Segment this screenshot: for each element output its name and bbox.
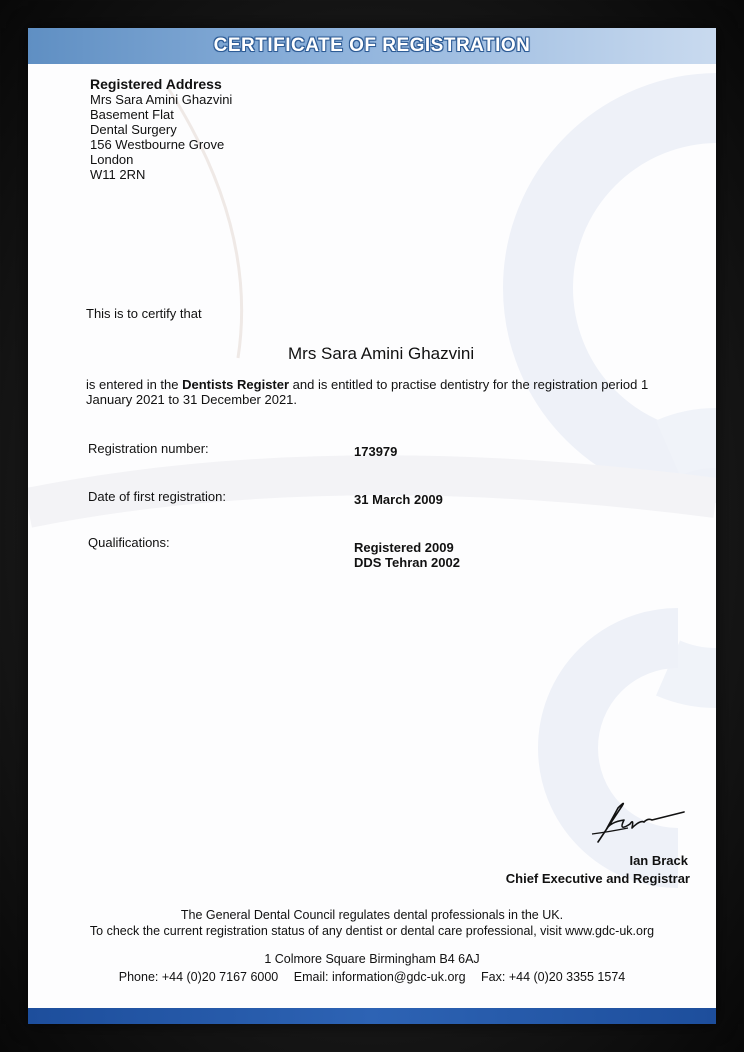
certificate-page [28,28,716,1024]
first-registration-label: Date of first registration: [88,489,226,504]
certificate-title: CERTIFICATE OF REGISTRATION [213,35,531,56]
statement-suffix: and is entitled to practise dentistry for the registration period 1 January 2021 to 31 December 2021. [86,377,649,407]
registration-number-value: 173979 [354,444,398,459]
register-name: Dentists Register [182,377,290,392]
address-line: 156 Westbourne Grove [90,137,225,152]
address-line: Dental Surgery [90,122,177,137]
email-address: Email: information@gdc-uk.org [293,970,466,984]
footer-bar [28,1008,716,1024]
phone-number: Phone: +44 (0)20 7167 6000 [118,970,279,984]
first-registration-value: 31 March 2009 [354,492,443,507]
signatory-name: Ian Brack [629,853,688,868]
address-line: W11 2RN [90,167,146,182]
qualification-value: Registered 2009 [354,540,454,555]
registered-address-block [90,77,232,182]
registration-statement [86,377,656,407]
qualification-value: DDS Tehran 2002 [354,555,460,570]
registrant-name: Mrs Sara Amini Ghazvini [288,344,475,363]
address-line: London [90,152,134,167]
fax-number: Fax: +44 (0)20 3355 1574 [481,970,626,984]
signatory-title: Chief Executive and Registrar [505,871,690,886]
certify-text: This is to certify that [86,306,202,321]
registration-number-label: Registration number: [88,441,209,456]
header-bar [28,28,716,64]
check-status-notice: To check the current registration status of any dentist or dental care professional, visit www.gdc-uk.org [89,924,655,938]
signature-mark [588,798,688,850]
council-address: 1 Colmore Square Birmingham B4 6AJ [264,952,480,966]
registered-address-title: Registered Address [90,76,222,92]
regulation-notice: The General Dental Council regulates dental professionals in the UK. [180,908,564,922]
qualifications-label: Qualifications: [88,535,170,550]
statement-prefix: is entered in the [86,377,183,392]
contact-line [28,970,716,985]
address-line: Mrs Sara Amini Ghazvini [90,92,233,107]
address-line: Basement Flat [90,107,174,122]
